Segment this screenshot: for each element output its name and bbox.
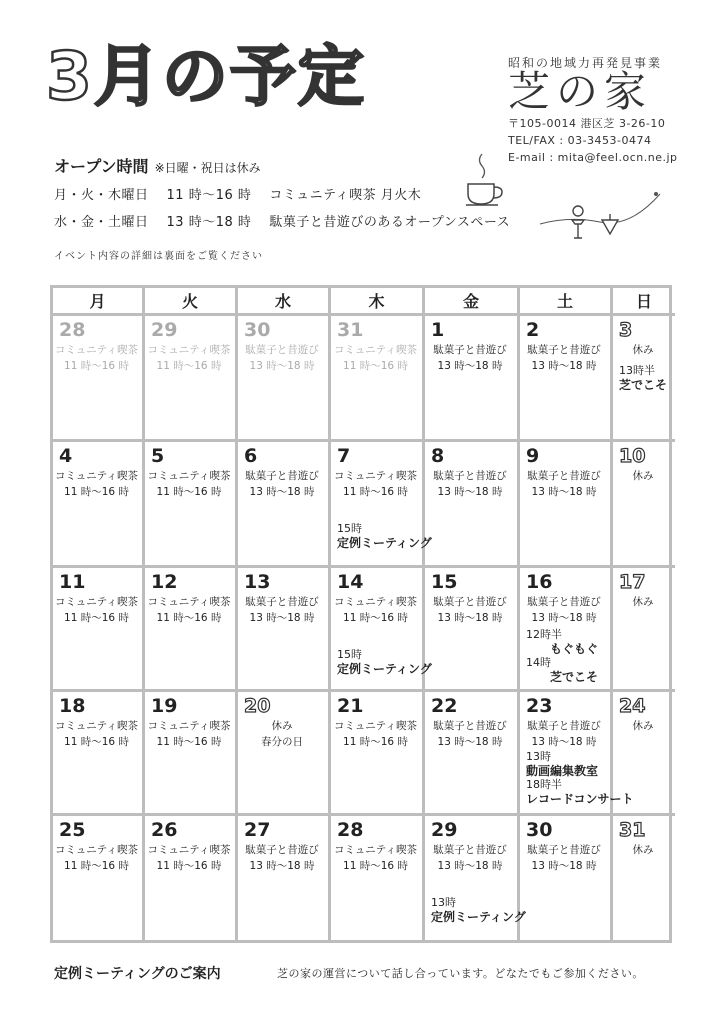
day-cell <box>238 568 331 692</box>
day-number: 29 <box>431 819 458 841</box>
day-number: 9 <box>526 445 540 467</box>
day-activity: 駄菓子と昔遊び <box>527 720 601 732</box>
event-title: 芝でこそ <box>550 670 599 684</box>
day-cell <box>331 316 425 442</box>
day-hours: 13 時〜18 時 <box>437 736 503 748</box>
schedule-desc: 駄菓子と昔遊びのあるオープンスペース <box>269 215 511 230</box>
day-activity: 駄菓子と昔遊び <box>245 844 319 856</box>
schedule-hours: 11 時〜16 時 <box>166 188 252 203</box>
day-cell <box>53 316 145 442</box>
event-time: 13時半 <box>619 364 655 377</box>
day-number: 27 <box>244 819 271 841</box>
day-activity: コミュニティ喫茶 <box>55 844 138 856</box>
organization-block <box>508 54 678 166</box>
day-number: 13 <box>244 571 271 593</box>
weekday-header: 木 <box>331 288 425 316</box>
day-event-notes <box>526 628 606 684</box>
day-number: 26 <box>151 819 178 841</box>
schedule-desc: コミュニティ喫茶 月火木 <box>269 188 422 203</box>
day-hours: 13 時〜18 時 <box>531 486 597 498</box>
day-hours: 13 時〜18 時 <box>249 486 315 498</box>
day-hours: 13 時〜18 時 <box>531 360 597 372</box>
day-cell <box>145 568 238 692</box>
day-activity: コミュニティ喫茶 <box>55 470 138 482</box>
day-cell <box>238 316 331 442</box>
day-activity: コミュニティ喫茶 <box>147 596 231 608</box>
event-time: 15時 <box>337 522 362 535</box>
day-hours: 11 時〜16 時 <box>64 486 129 498</box>
day-hours: 11 時〜16 時 <box>156 486 222 498</box>
day-hours: 13 時〜18 時 <box>531 736 597 748</box>
day-hours: 13 時〜18 時 <box>249 360 315 372</box>
day-number: 24 <box>619 695 646 717</box>
event-time: 14時 <box>526 656 551 669</box>
day-number: 2 <box>526 319 540 341</box>
day-cell <box>53 816 145 940</box>
day-number: 30 <box>526 819 553 841</box>
day-activity: 駄菓子と昔遊び <box>245 344 319 356</box>
org-name: 芝の家 <box>508 67 653 116</box>
day-hours: 11 時〜16 時 <box>64 612 129 624</box>
org-address: 〒105-0014 港区芝 3-26-10 <box>508 117 666 131</box>
day-number: 21 <box>337 695 364 717</box>
day-number: 14 <box>337 571 364 593</box>
day-cell <box>238 692 331 816</box>
day-number: 22 <box>431 695 458 717</box>
day-number: 28 <box>337 819 364 841</box>
event-time: 13時 <box>526 750 551 763</box>
day-number: 31 <box>619 819 646 841</box>
day-activity: コミュニティ喫茶 <box>147 344 231 356</box>
day-event-notes <box>526 750 634 806</box>
day-number: 11 <box>59 571 86 593</box>
day-cell <box>53 692 145 816</box>
day-cell <box>520 316 613 442</box>
day-cell <box>425 816 526 940</box>
event-time: 15時 <box>337 648 362 661</box>
day-hours: 春分の日 <box>261 736 303 748</box>
day-hours: 11 時〜16 時 <box>156 736 222 748</box>
day-activity: 駄菓子と昔遊び <box>245 470 319 482</box>
day-number: 23 <box>526 695 553 717</box>
day-hours: 11 時〜16 時 <box>156 612 222 624</box>
calendar-grid <box>50 285 672 943</box>
weekday-header: 火 <box>145 288 238 316</box>
day-cell <box>145 316 238 442</box>
day-cell <box>613 316 675 442</box>
day-number: 30 <box>244 319 271 341</box>
day-number: 12 <box>151 571 178 593</box>
coffee-cup-icon <box>464 152 504 208</box>
day-cell <box>331 568 432 692</box>
meeting-guide-text: 芝の家の運営について話し合っています。どなたでもご参加ください。 <box>277 967 644 980</box>
day-hours: 13 時〜18 時 <box>249 612 315 624</box>
day-hours: 11 時〜16 時 <box>343 486 408 498</box>
day-number: 15 <box>431 571 458 593</box>
day-activity: 休み <box>632 470 654 482</box>
day-cell <box>238 442 331 568</box>
event-time: 12時半 <box>526 628 562 641</box>
day-hours: 13 時〜18 時 <box>437 486 503 498</box>
day-activity: コミュニティ喫茶 <box>147 720 231 732</box>
page-title: 3月の予定 <box>46 38 366 115</box>
day-activity: 休み <box>632 596 654 608</box>
kendama-top-icon <box>536 184 666 244</box>
day-activity: コミュニティ喫茶 <box>334 596 417 608</box>
day-activity: コミュニティ喫茶 <box>147 470 231 482</box>
event-title: 芝でこそ <box>619 378 668 392</box>
day-number: 17 <box>619 571 646 593</box>
day-activity: 駄菓子と昔遊び <box>527 844 601 856</box>
day-number: 4 <box>59 445 73 467</box>
day-number: 10 <box>619 445 646 467</box>
day-activity: コミュニティ喫茶 <box>55 596 138 608</box>
day-activity: 休み <box>632 720 654 732</box>
day-activity: 休み <box>632 344 654 356</box>
weekday-header: 月 <box>53 288 145 316</box>
day-number: 28 <box>59 319 86 341</box>
day-cell <box>238 816 331 940</box>
day-activity: 駄菓子と昔遊び <box>245 596 319 608</box>
event-title: 動画編集教室 <box>526 764 599 778</box>
day-number: 7 <box>337 445 351 467</box>
schedule-row-2 <box>54 211 528 230</box>
day-cell <box>613 692 675 816</box>
weekday-header: 金 <box>425 288 520 316</box>
day-event-notes <box>337 522 432 550</box>
event-time: 18時半 <box>526 778 562 791</box>
day-hours: 11 時〜16 時 <box>343 612 408 624</box>
day-cell <box>145 442 238 568</box>
day-cell <box>425 692 520 816</box>
day-hours: 11 時〜16 時 <box>343 736 408 748</box>
day-cell <box>145 816 238 940</box>
day-number: 16 <box>526 571 553 593</box>
day-number: 6 <box>244 445 258 467</box>
day-activity: コミュニティ喫茶 <box>334 844 417 856</box>
day-hours: 11 時〜16 時 <box>343 860 408 872</box>
day-hours: 11 時〜16 時 <box>64 736 129 748</box>
day-activity: 休み <box>271 720 293 732</box>
day-activity: コミュニティ喫茶 <box>334 470 417 482</box>
day-activity: 駄菓子と昔遊び <box>433 344 507 356</box>
day-number: 5 <box>151 445 165 467</box>
day-cell <box>425 316 520 442</box>
day-hours: 13 時〜18 時 <box>531 860 597 872</box>
day-activity: 駄菓子と昔遊び <box>433 844 507 856</box>
day-hours: 13 時〜18 時 <box>531 612 597 624</box>
day-activity: 駄菓子と昔遊び <box>433 596 507 608</box>
weekday-header: 水 <box>238 288 331 316</box>
day-event-notes <box>337 648 432 676</box>
event-title: 定例ミーティング <box>431 910 526 924</box>
day-hours: 11 時〜16 時 <box>64 860 129 872</box>
day-cell <box>613 442 675 568</box>
day-activity: 休み <box>632 844 654 856</box>
schedule-days: 水・金・土曜日 <box>54 215 149 230</box>
day-number: 3 <box>619 319 633 341</box>
day-activity: 駄菓子と昔遊び <box>527 596 601 608</box>
day-cell <box>145 692 238 816</box>
day-cell <box>520 442 613 568</box>
day-number: 19 <box>151 695 178 717</box>
day-activity: 駄菓子と昔遊び <box>527 344 601 356</box>
open-hours-title: オープン時間 <box>54 157 149 176</box>
schedule-days: 月・火・木曜日 <box>54 188 149 203</box>
event-details-note: イベント内容の詳細は裏面をご覧ください <box>54 251 263 262</box>
day-activity: コミュニティ喫茶 <box>55 344 138 356</box>
day-cell <box>425 442 520 568</box>
day-hours: 13 時〜18 時 <box>249 860 315 872</box>
day-activity: 駄菓子と昔遊び <box>527 470 601 482</box>
day-activity: コミュニティ喫茶 <box>334 720 417 732</box>
day-activity: コミュニティ喫茶 <box>147 844 231 856</box>
schedule-hours: 13 時〜18 時 <box>166 215 252 230</box>
day-activity: 駄菓子と昔遊び <box>433 720 507 732</box>
day-hours: 11 時〜16 時 <box>64 360 129 372</box>
day-hours: 13 時〜18 時 <box>437 860 503 872</box>
day-number: 25 <box>59 819 86 841</box>
day-number: 18 <box>59 695 86 717</box>
day-number: 29 <box>151 319 178 341</box>
day-cell <box>331 692 425 816</box>
day-number: 31 <box>337 319 364 341</box>
open-hours-heading <box>54 154 261 177</box>
day-number: 20 <box>244 695 271 717</box>
day-cell <box>613 568 675 692</box>
day-cell <box>425 568 520 692</box>
org-phone: TEL/FAX : 03-3453-0474 <box>508 134 652 148</box>
day-hours: 13 時〜18 時 <box>437 360 503 372</box>
event-title: 定例ミーティング <box>337 536 432 550</box>
day-number: 8 <box>431 445 445 467</box>
event-title: レコードコンサート <box>526 792 634 806</box>
day-cell <box>520 568 613 692</box>
event-title: 定例ミーティング <box>337 662 432 676</box>
day-number: 1 <box>431 319 445 341</box>
day-cell <box>331 442 432 568</box>
day-activity: コミュニティ喫茶 <box>334 344 417 356</box>
day-activity: 駄菓子と昔遊び <box>433 470 507 482</box>
open-hours-note: ※日曜・祝日は休み <box>154 161 261 175</box>
day-hours: 11 時〜16 時 <box>156 860 222 872</box>
day-event-notes <box>431 896 526 924</box>
schedule-row-1 <box>54 184 439 203</box>
day-cell <box>331 816 425 940</box>
day-hours: 11 時〜16 時 <box>156 360 222 372</box>
event-time: 13時 <box>431 896 456 909</box>
event-title: もぐもぐ <box>550 642 599 656</box>
day-cell <box>520 816 613 940</box>
day-cell <box>613 816 675 940</box>
day-activity: コミュニティ喫茶 <box>55 720 138 732</box>
day-hours: 11 時〜16 時 <box>343 360 408 372</box>
day-cell <box>53 568 145 692</box>
meeting-guide-heading: 定例ミーティングのご案内 <box>54 966 221 982</box>
org-tagline: 昭和の地域力再発見事業 <box>508 56 663 70</box>
weekday-header: 土 <box>520 288 613 316</box>
day-cell <box>53 442 145 568</box>
org-email[interactable]: E-mail : mita@feel.ocn.ne.jp <box>508 151 678 165</box>
day-hours: 13 時〜18 時 <box>437 612 503 624</box>
weekday-header: 日 <box>613 288 675 316</box>
day-event-notes <box>619 364 671 392</box>
